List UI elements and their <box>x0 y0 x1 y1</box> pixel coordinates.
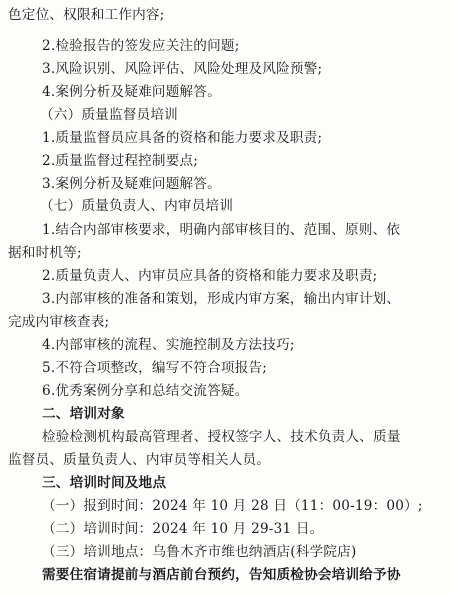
text-line-19: 检验检测机构最高管理者、授权签字人、技术负责人、质量 <box>42 429 401 445</box>
text-line-2: 2.检验报告的签发应关注的问题; <box>42 38 240 54</box>
text-line-12: 2.质量负责人、内审员应具备的资格和能力要求及职责; <box>42 268 378 284</box>
text-line-1: 色定位、权限和工作内容; <box>8 7 165 23</box>
text-line-10: 1.结合内部审核要求，明确内部审核目的、范围、原则、依 <box>42 222 401 238</box>
text-line-20: 监督员、质量负责人、内审员等相关人员。 <box>8 452 271 468</box>
text-line-13: 3.内部审核的准备和策划，形成内审方案，输出内审计划、 <box>42 291 401 307</box>
text-line-3: 3.风险识别、风险评估、风险处理及风险预警; <box>42 61 323 77</box>
text-line-6: 1.质量监督员应具备的资格和能力要求及职责; <box>42 130 323 146</box>
text-line-7: 2.质量监督过程控制要点; <box>42 153 199 169</box>
text-line-11: 据和时机等; <box>8 245 82 261</box>
text-line-24: （三）培训地点：乌鲁木齐市维也纳酒店(科学院店) <box>42 544 357 560</box>
text-line-25: 需要住宿请提前与酒店前台预约，告知质检协会培训给予协 <box>42 567 401 583</box>
section-heading-7: （七）质量负责人、内审员培训 <box>40 198 234 214</box>
section-heading-2: 二、培训对象 <box>42 406 125 422</box>
text-line-4: 4.案例分析及疑难问题解答。 <box>42 84 221 100</box>
section-heading-6: （六）质量监督员培训 <box>40 107 178 123</box>
text-line-15: 4.内部审核的流程、实施控制及方法技巧; <box>42 337 295 353</box>
section-heading-3: 三、培训时间及地点 <box>42 475 167 491</box>
text-line-14: 完成内审核查表; <box>8 314 110 330</box>
text-line-23: （二）培训时间：2024 年 10 月 29-31 日。 <box>42 521 324 537</box>
text-line-16: 5.不符合项整改，编写不符合项报告; <box>42 360 268 376</box>
text-line-8: 3.案例分析及疑难问题解答。 <box>42 176 221 192</box>
text-line-22: （一）报到时间：2024 年 10 月 28 日（11：00-19：00）; <box>42 498 423 514</box>
text-line-17: 6.优秀案例分享和总结交流答疑。 <box>42 383 249 399</box>
